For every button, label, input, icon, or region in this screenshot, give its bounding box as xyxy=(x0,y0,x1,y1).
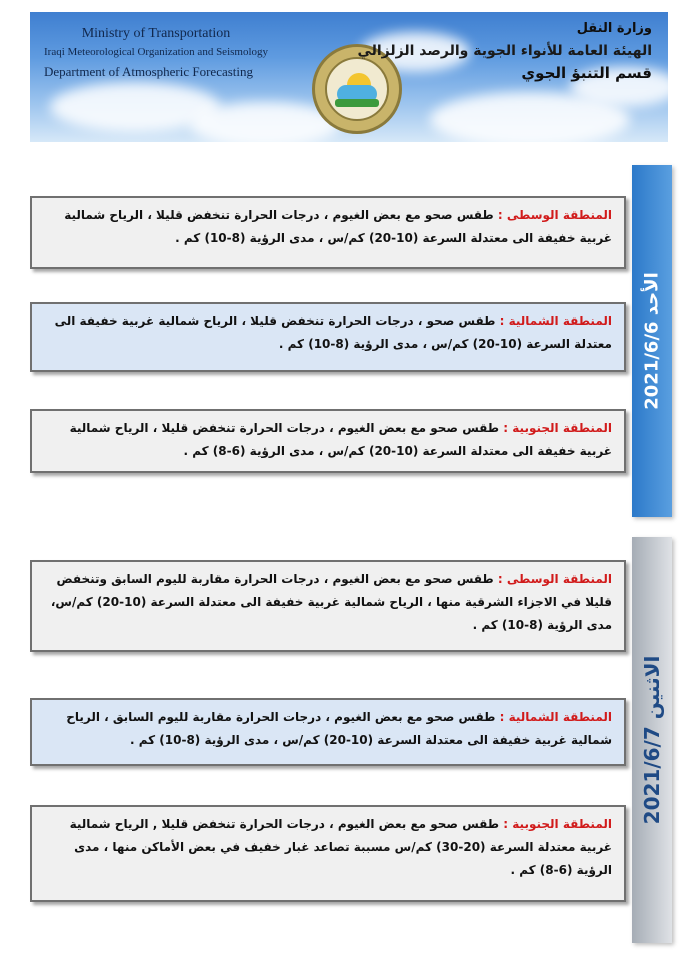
forecast-card-day2-central xyxy=(30,560,626,652)
date-label-day2: الاثنين 2021/6/7 xyxy=(640,655,664,825)
department-name-ar: قسم التنبؤ الجوي xyxy=(521,64,652,82)
department-name-en: Department of Atmospheric Forecasting xyxy=(44,64,254,79)
region-label: المنطقة الشمالية : xyxy=(499,710,612,724)
ministry-name-ar: وزارة النقل xyxy=(576,21,652,36)
forecast-card-day2-south xyxy=(30,805,626,902)
header-english-block xyxy=(44,24,268,81)
forecast-card-day2-north xyxy=(30,698,626,766)
forecast-card-day1-central xyxy=(30,196,626,269)
region-label: المنطقة الجنوبية : xyxy=(503,817,612,831)
region-label: المنطقة الوسطى : xyxy=(497,208,612,222)
header-arabic-block xyxy=(357,18,652,84)
region-label: المنطقة الجنوبية : xyxy=(503,421,612,435)
ministry-name-en: Ministry of Transportation xyxy=(81,26,231,41)
region-label: المنطقة الشمالية : xyxy=(499,314,612,328)
forecast-text: طقس صحو مع بعض الغيوم ، درجات الحرارة مقاربة لليوم السابق وتنخفض قليلا في الاجزاء الشرقية منها ، الرياح شمالية غربية خفيفة الى معتدلة السرعة (10-20) كم/س، مدى الرؤية (8-10) كم . xyxy=(50,572,612,632)
organization-name-ar: الهيئة العامة للأنواء الجوية والرصد الزلزالي xyxy=(357,43,652,59)
region-label: المنطقة الوسطى : xyxy=(497,572,612,586)
organization-name-en: Iraqi Meteorological Organization and Seismology xyxy=(44,46,269,58)
date-bar-day2 xyxy=(632,537,672,943)
date-bar-day1 xyxy=(632,165,672,517)
forecast-text: طقس صحو ، درجات الحرارة تنخفض قليلا ، الرياح شمالية غربية خفيفة الى معتدلة السرعة (10-20) كم/س ، مدى الرؤية (8-10) كم . xyxy=(54,314,612,351)
page-header xyxy=(30,12,668,142)
forecast-text: طقس صحو مع بعض الغيوم ، درجات الحرارة مقاربة لليوم السابق ، الرياح شمالية غربية خفيفة الى معتدلة السرعة (10-20) كم/س ، مدى الرؤية (8-10) كم . xyxy=(66,710,612,747)
forecast-text: طقس صحو مع بعض الغيوم ، درجات الحرارة تنخفض قليلا , الرياح شمالية غربية معتدلة السرعة (20-30) كم/س مسببة تصاعد غبار خفيف في بعض الأماكن منها ، مدى الرؤية (6-8) كم . xyxy=(69,817,612,877)
forecast-text: طقس صحو مع بعض الغيوم ، درجات الحرارة تنخفض قليلا ، الرياح شمالية غربية خفيفة الى معتدلة السرعة (10-20) كم/س ، مدى الرؤية (6-8) كم . xyxy=(69,421,612,458)
forecast-card-day1-south xyxy=(30,409,626,473)
forecast-card-day1-north xyxy=(30,302,626,372)
forecast-text: طقس صحو مع بعض الغيوم ، درجات الحرارة تنخفض قليلا ، الرياح شمالية غربية خفيفة الى معتدلة السرعة (10-20) كم/س ، مدى الرؤية (8-10) كم . xyxy=(64,208,612,245)
date-label-day1: الأحد 2021/6/6 xyxy=(641,272,663,410)
